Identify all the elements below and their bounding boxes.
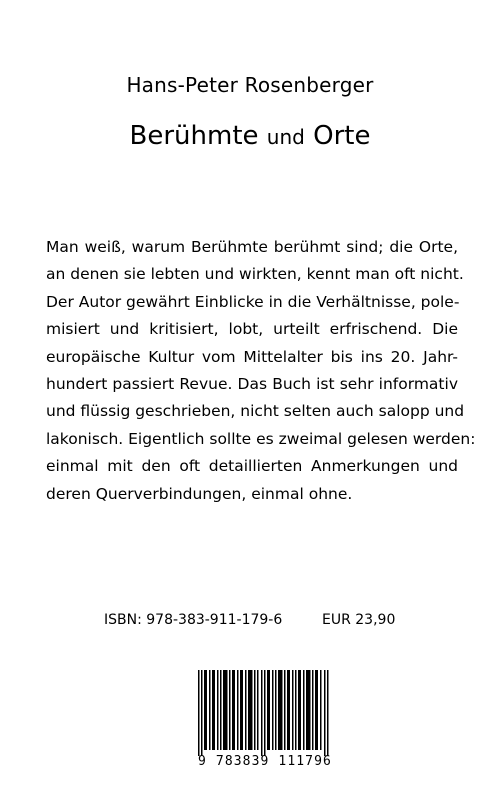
price-text: EUR 23,90 — [322, 612, 396, 628]
book-title — [0, 118, 500, 155]
barcode — [190, 668, 340, 778]
author-name: Hans-Peter Rosenberger — [126, 73, 374, 97]
barcode-digits: 9 783839 111796 — [198, 754, 332, 769]
blurb-line: einmal mit den oft detaillierten Anmerkungen und — [46, 457, 458, 476]
blurb-line: europäische Kultur vom Mittelalter bis ins 20. Jahr- — [46, 347, 458, 366]
title-word-beruehmte: Berühmte — [129, 121, 259, 151]
blurb-line: misiert und kritisiert, lobt, urteilt erfrischend. Die — [46, 320, 458, 339]
blurb-line: deren Querverbindungen, einmal ohne. — [46, 484, 353, 503]
blurb-line: lakonisch. Eigentlich sollte es zweimal gelesen werden: — [46, 429, 476, 448]
blurb-line: Der Autor gewährt Einblicke in die Verhältnisse, pole- — [46, 292, 460, 311]
blurb-text — [46, 234, 476, 508]
title-word-orte: Orte — [313, 121, 371, 151]
title-word-und: und — [266, 125, 305, 149]
blurb-line: und flüssig geschrieben, nicht selten auch salopp und — [46, 402, 465, 421]
blurb-line: an denen sie lebten und wirkten, kennt man oft nicht. — [46, 265, 464, 284]
barcode-bars — [190, 668, 340, 756]
blurb-line: Man weiß, warum Berühmte berühmt sind; die Orte, — [46, 238, 458, 256]
blurb-line: hundert passiert Revue. Das Buch ist sehr informativ — [46, 375, 458, 394]
isbn-text: ISBN: 978-383-911-179-6 — [104, 612, 283, 628]
